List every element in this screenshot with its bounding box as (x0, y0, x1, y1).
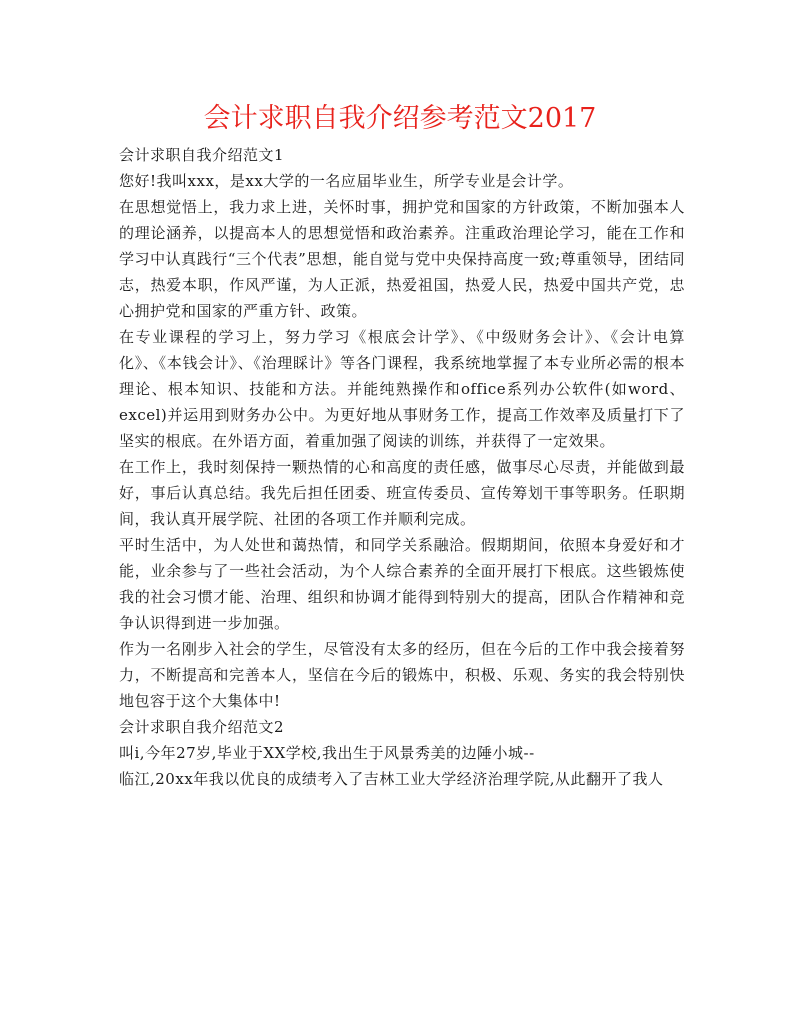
paragraph-ideology: 在思想觉悟上，我力求上进，关怀时事，拥护党和国家的方针政策，不断加强本人的理论涵养，以提高本人的思想觉悟和政治素养。注重政治理论学习，能在工作和学习中认真践行“三个代表”思想，能自觉与党中央保持高度一致;尊重领导，团结同志，热爱本职，作风严谨，为人正派，热爱祖国，热爱人民，热爱中国共产党，忠心拥护党和国家的严重方针、政策。 (119, 198, 685, 320)
paragraph-closing: 作为一名刚步入社会的学生，尽管没有太多的经历，但在今后的工作中我会接着努力，不断提高和完善本人，坚信在今后的锻炼中，积极、乐观、务实的我会特别快地包容于这个大集体中! (119, 640, 685, 710)
paragraph-intro-2: 叫i,今年27岁,毕业于XX学校,我出生于风景秀美的边陲小城-- (119, 744, 535, 762)
paragraph-life: 平时生活中，为人处世和蔼热情，和同学关系融洽。假期期间，依照本身爱好和才能，业余参与了一些社会活动，为个人综合素养的全面开展打下根底。这些锻炼使我的社会习惯才能、治理、组织和协调才能得到特别大的提高，团队合作精神和竞争认识得到进一步加强。 (119, 536, 685, 632)
document-title: 会计求职自我介绍参考范文2017 (203, 103, 597, 134)
paragraph-greeting: 您好!我叫xxx，是xx大学的一名应届毕业生，所学专业是会计学。 (119, 172, 574, 190)
section-heading-1: 会计求职自我介绍范文1 (119, 146, 285, 164)
paragraph-intro-2-cont: 临江,20xx年我以优良的成绩考入了吉林工业大学经济治理学院,从此翻开了我人 (119, 770, 664, 788)
document-body (119, 142, 685, 792)
paragraph-work: 在工作上，我时刻保持一颗热情的心和高度的责任感，做事尽心尽责，并能做到最好，事后认真总结。我先后担任团委、班宣传委员、宣传筹划干事等职务。任职期间，我认真开展学院、社团的各项工作并顺利完成。 (119, 458, 685, 528)
paragraph-coursework: 在专业课程的学习上，努力学习《根底会计学》、《中级财务会计》、《会计电算化》、《本钱会计》、《治理睬计》等各门课程，我系统地掌握了本专业所必需的根本理论、根本知识、技能和方法。并能纯熟操作和office系列办公软件(如word、excel)并运用到财务办公中。为更好地从事财务工作，提高工作效率及质量打下了坚实的根底。在外语方面，着重加强了阅读的训练，并获得了一定效果。 (119, 328, 685, 450)
section-heading-2: 会计求职自我介绍范文2 (119, 718, 285, 736)
